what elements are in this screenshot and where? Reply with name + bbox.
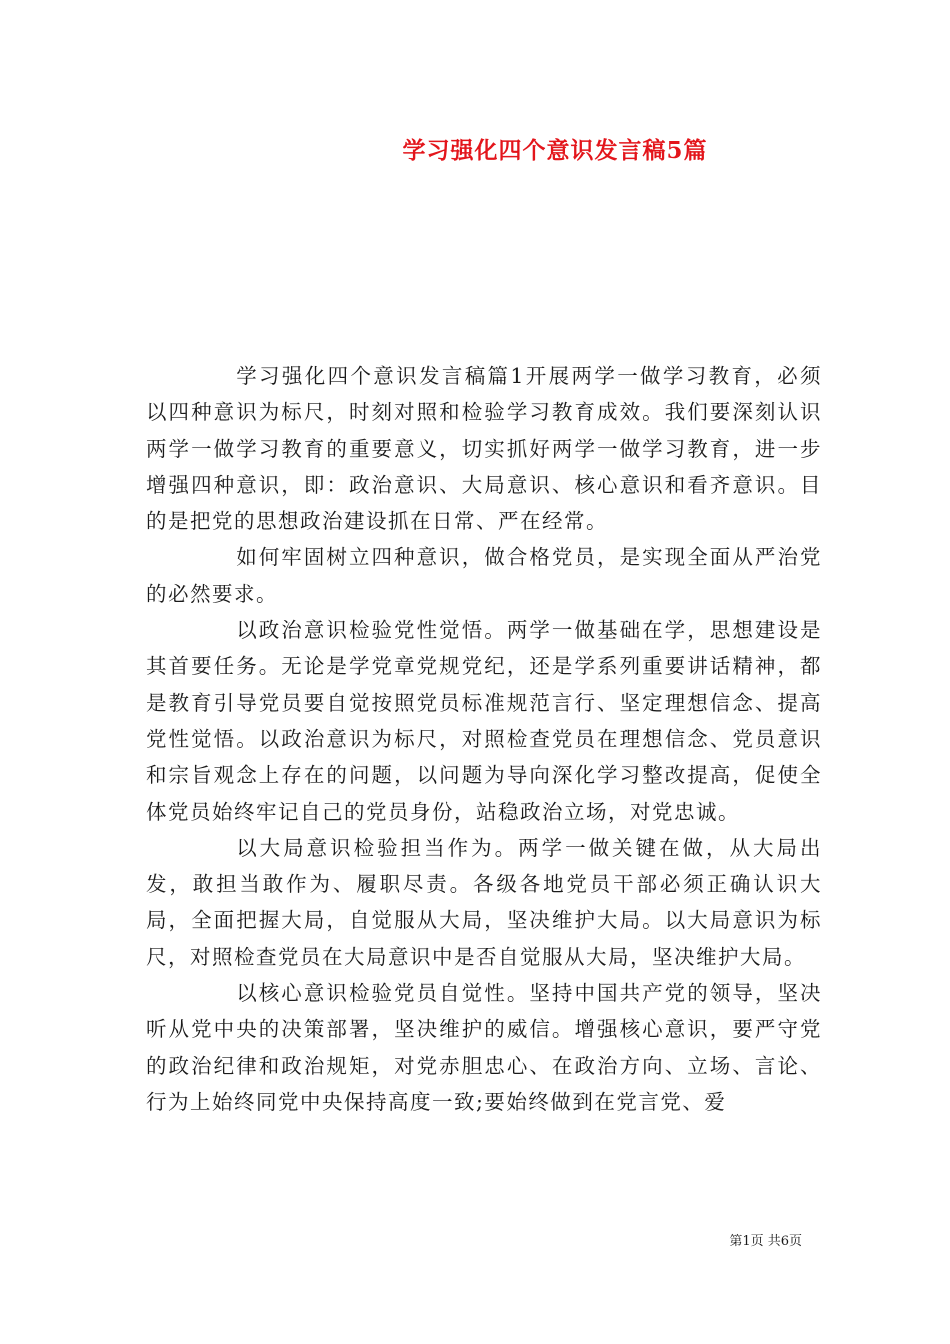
paragraph: 以政治意识检验党性觉悟。两学一做基础在学，思想建设是其首要任务。无论是学党章党规党纪，还是学系列重要讲话精神，都是教育引导党员要自觉按照党员标准规范言行、坚定理想信念、提高党性觉悟。以政治意识为标尺，对照检查党员在理想信念、党员意识和宗旨观念上存在的问题，以问题为导向深化学习整改提高，促使全体党员始终牢记自己的党员身份，站稳政治立场，对党忠诚。 xyxy=(146,618,822,824)
paragraph: 如何牢固树立四种意识，做合格党员，是实现全面从严治党的必然要求。 xyxy=(146,545,822,606)
document-body xyxy=(146,358,822,1120)
paragraph: 以大局意识检验担当作为。两学一做关键在做，从大局出发，敢担当敢作为、履职尽责。各级各地党员干部必须正确认识大局，全面把握大局，自觉服从大局，坚决维护大局。以大局意识为标尺，对照检查党员在大局意识中是否自觉服从大局，坚决维护大局。 xyxy=(146,835,822,969)
paragraph: 以核心意识检验党员自觉性。坚持中国共产党的领导，坚决听从党中央的决策部署，坚决维护的威信。增强核心意识，要严守党的政治纪律和政治规矩，对党赤胆忠心、在政治方向、立场、言论、行为上始终同党中央保持高度一致;要始终做到在党言党、爱 xyxy=(146,981,822,1114)
page-number: 第1页 共6页 xyxy=(729,1234,802,1249)
document-title: 学习强化四个意识发言稿5篇 xyxy=(402,137,708,164)
paragraph: 学习强化四个意识发言稿篇1开展两学一做学习教育，必须以四种意识为标尺，时刻对照和检验学习教育成效。我们要深刻认识两学一做学习教育的重要意义，切实抓好两学一做学习教育，进一步增强四种意识，即：政治意识、大局意识、核心意识和看齐意识。目的是把党的思想政治建设抓在日常、严在经常。 xyxy=(146,364,822,534)
